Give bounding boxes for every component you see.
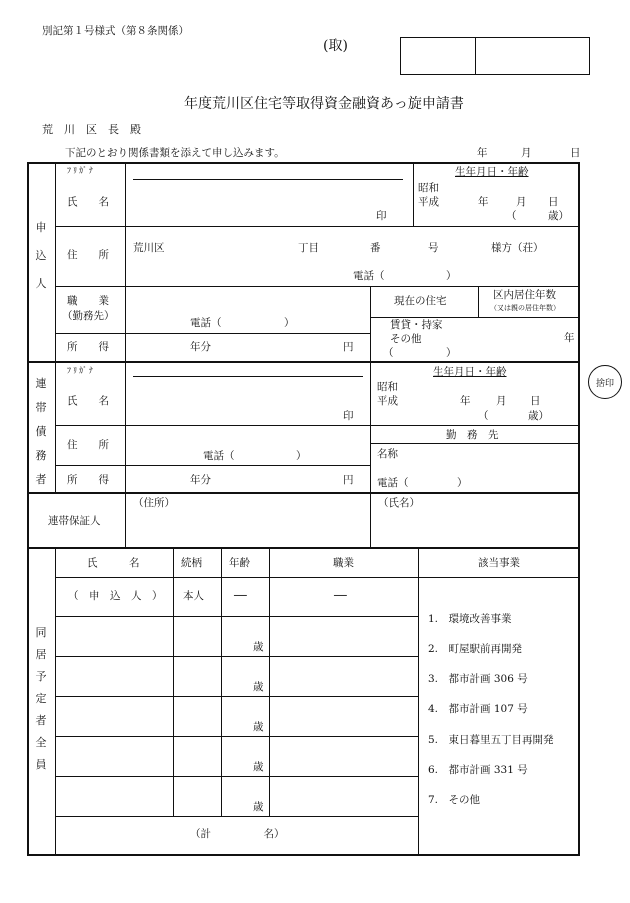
- applicant-label-col: [55, 163, 56, 361]
- guarantor-name-hint: （氏名）: [378, 497, 420, 509]
- debtor-phone-label: 電話（: [203, 450, 235, 462]
- household-col-occupation: 職業: [333, 557, 354, 569]
- discard-seal-circle[interactable]: [588, 365, 622, 399]
- project-item: 6. 都市計画 331 号: [428, 764, 528, 776]
- debtor-birth-month: 月: [496, 395, 507, 407]
- household-row-line: [55, 656, 418, 657]
- debtor-field-col: [125, 362, 126, 492]
- debtor-phone-close: ）: [296, 450, 307, 462]
- debtor-birth-col: [370, 362, 371, 492]
- debtor-employer-header: 勤 務 先: [446, 429, 499, 441]
- applicant-phone-close: ）: [446, 270, 457, 282]
- debtor-row-line: [55, 425, 579, 426]
- date-month-label: 月: [521, 147, 532, 159]
- debtor-furigana-label: ﾌﾘｶﾞﾅ: [67, 366, 95, 375]
- applicant-income-year: 年分: [190, 341, 211, 353]
- debtor-label-col: [55, 362, 56, 492]
- applicant-age-suffix: 歳）: [548, 210, 569, 222]
- debtor-income-year: 年分: [190, 474, 211, 486]
- applicant-work-phone-label: 電話（: [190, 317, 222, 329]
- debtor-era-heisei: 平成: [377, 395, 398, 407]
- page-title: 年度荒川区住宅等取得資金融資あっ旋申請書: [184, 96, 464, 112]
- applicant-era-showa: 昭和: [418, 182, 439, 194]
- household-total: （計 名）: [190, 828, 285, 840]
- applicant-address-ban: 番: [370, 242, 381, 254]
- applicant-housing-paren-close: ）: [446, 347, 457, 359]
- applicant-residence-note: （又は親の居住年数）: [490, 304, 560, 312]
- household-age-unit: 歳: [253, 801, 264, 813]
- applicant-birth-day: 日: [548, 196, 559, 208]
- receipt-stamp-box[interactable]: [400, 37, 590, 75]
- debtor-birth-day: 日: [530, 395, 541, 407]
- household-project-col: [418, 548, 419, 855]
- date-year-label: 年: [477, 147, 488, 159]
- applicant-work-phone-close: ）: [284, 317, 295, 329]
- applicant-birth-month: 月: [516, 196, 527, 208]
- household-label-col: [55, 548, 56, 855]
- guarantor-name-col: [370, 493, 371, 547]
- guarantor-address-hint: （住所）: [133, 497, 175, 509]
- debtor-income-label: 所 得: [67, 474, 109, 486]
- applicant-row-line: [55, 226, 579, 227]
- intro-text: 下記のとおり関係書類を添えて申し込みます。: [65, 147, 285, 159]
- applicant-birth-header: 生年月日・年齢: [455, 166, 529, 178]
- debtor-birth-year: 年: [460, 395, 471, 407]
- section-divider-guarantor: [27, 547, 580, 549]
- debtor-employer-phone-close: ）: [457, 477, 468, 489]
- receipt-mark: (取): [323, 38, 348, 54]
- debtor-name-label: 氏 名: [67, 395, 109, 407]
- household-section-label: 同 居 予 定 者 全 員: [35, 626, 47, 771]
- applicant-era-heisei: 平成: [418, 196, 439, 208]
- applicant-address-chome: 丁目: [298, 242, 319, 254]
- household-age-unit: 歳: [253, 761, 264, 773]
- household-header-line: [55, 577, 579, 578]
- debtor-row-line: [55, 465, 370, 466]
- debtor-row-line: [370, 443, 579, 444]
- applicant-occupation-label: 職 業: [67, 295, 109, 307]
- applicant-housing-label: 現在の住宅: [394, 295, 447, 307]
- applicant-furigana-label: ﾌﾘｶﾞﾅ: [67, 166, 95, 175]
- household-col-age: 年齢: [229, 557, 250, 569]
- household-row-line: [55, 696, 418, 697]
- project-item: 2. 町屋駅前再開発: [428, 643, 523, 655]
- household-age-unit: 歳: [253, 641, 264, 653]
- applicant-housing-options: 賃貸・持家: [390, 319, 443, 331]
- project-item: 7. その他: [428, 794, 481, 806]
- applicant-income-yen: 円: [343, 341, 354, 353]
- household-col-name: 氏 名: [87, 557, 140, 569]
- applicant-housing-other: その他: [390, 333, 422, 345]
- guarantor-label: 連帯保証人: [48, 515, 101, 527]
- debtor-era-showa: 昭和: [377, 381, 398, 393]
- household-first-row-age: ──: [234, 590, 247, 602]
- applicant-seal: 印: [376, 210, 387, 222]
- debtor-age-open: （: [478, 410, 489, 422]
- applicant-housing-line: [370, 317, 579, 318]
- applicant-housing-paren-open: （: [383, 347, 394, 359]
- household-first-row-occupation: ──: [334, 590, 347, 602]
- household-col-relation: 続柄: [181, 557, 202, 569]
- applicant-birth-col: [413, 163, 414, 226]
- guarantor-label-col: [125, 493, 126, 547]
- household-row-line: [55, 616, 418, 617]
- household-age-unit: 歳: [253, 681, 264, 693]
- household-col-project: 該当事業: [478, 557, 520, 569]
- household-row-line: [55, 816, 418, 817]
- household-age-unit: 歳: [253, 721, 264, 733]
- applicant-residence-unit: 年: [564, 332, 575, 344]
- applicant-residence-col: [478, 286, 479, 317]
- applicant-row-line: [55, 286, 579, 287]
- section-divider-debtor: [27, 492, 580, 494]
- debtor-income-yen: 円: [343, 474, 354, 486]
- debtor-employer-phone: 電話（: [377, 477, 409, 489]
- debtor-address-label: 住 所: [67, 439, 109, 451]
- applicant-field-col: [125, 163, 126, 361]
- household-first-row-name: （ 申 込 人 ）: [68, 590, 163, 602]
- applicant-age-open: （: [506, 210, 517, 222]
- applicant-income-label: 所 得: [67, 341, 109, 353]
- section-divider-applicant: [27, 361, 580, 363]
- household-row-line: [55, 776, 418, 777]
- applicant-address-label: 住 所: [67, 249, 109, 261]
- debtor-age-suffix: 歳）: [528, 410, 549, 422]
- form-frame: [27, 162, 580, 856]
- applicant-address-care-of: 様方（荘）: [491, 242, 544, 254]
- household-first-row-relation: 本人: [183, 590, 204, 602]
- debtor-section-label: 連 帯 債 務 者: [35, 377, 47, 486]
- applicant-residence-label: 区内居住年数: [493, 289, 556, 301]
- debtor-seal: 印: [343, 410, 354, 422]
- applicant-address-ward: 荒川区: [133, 242, 165, 254]
- debtor-employer-name: 名称: [377, 448, 398, 460]
- applicant-address-go: 号: [428, 242, 439, 254]
- applicant-name-label: 氏 名: [67, 196, 109, 208]
- project-item: 1. 環境改善事業: [428, 613, 512, 625]
- project-item: 5. 東日暮里五丁目再開発: [428, 734, 554, 746]
- debtor-birth-header: 生年月日・年齢: [433, 366, 507, 378]
- project-item: 4. 都市計画 107 号: [428, 703, 528, 715]
- applicant-row-line: [55, 333, 370, 334]
- date-day-label: 日: [570, 147, 581, 159]
- applicant-phone-label: 電話（: [353, 270, 385, 282]
- discard-seal-label: 捨印: [595, 378, 614, 389]
- debtor-furigana-line: [133, 376, 363, 377]
- form-number: 別記第１号様式（第８条関係）: [42, 25, 189, 37]
- project-item: 3. 都市計画 306 号: [428, 673, 528, 685]
- applicant-furigana-line: [133, 179, 403, 180]
- household-row-line: [55, 736, 418, 737]
- applicant-housing-col: [370, 286, 371, 361]
- receipt-box-divider: [475, 37, 476, 75]
- applicant-workplace-label: （勤務先）: [62, 310, 115, 322]
- applicant-section-label: 申 込 人: [35, 221, 47, 290]
- applicant-birth-year: 年: [478, 196, 489, 208]
- addressee: 荒 川 区 長 殿: [42, 123, 141, 136]
